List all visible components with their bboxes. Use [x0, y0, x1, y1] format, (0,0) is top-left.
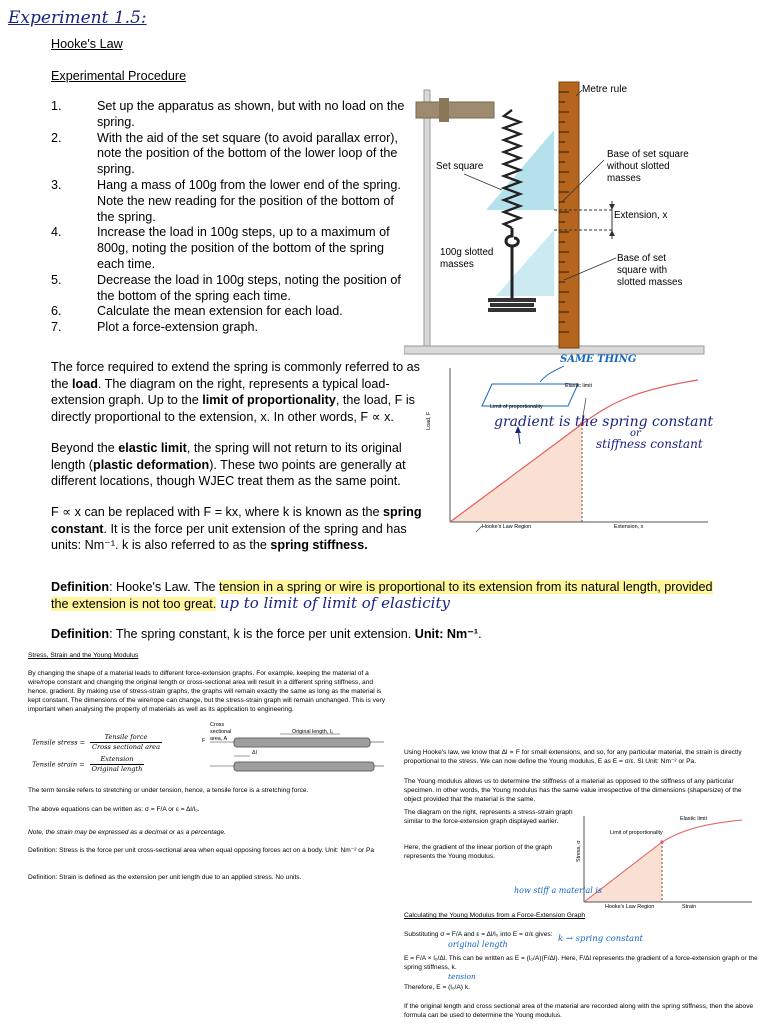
definition-hookes-law: Definition: Hooke's Law. The tension in a spring or wire is proportional to its extension from its natural length, provided the extension is not too great. up to limit of limit of elasticity: [51, 580, 713, 612]
apparatus-diagram: [404, 80, 716, 360]
strain-note: Note, the strain may be expressed as a decimal or as a percentage.: [28, 829, 226, 836]
rod-force-label: F: [202, 738, 206, 744]
label-base-with: Base of set square with slotted masses: [617, 253, 683, 288]
procedure-heading: Experimental Procedure: [51, 69, 187, 83]
annotation-how-stiff: how stiff a material is: [514, 886, 602, 895]
graph1-xlabel: Extension, x: [614, 524, 644, 530]
procedure-list: [51, 99, 406, 336]
rod-area-label: Cross sectional area, A: [210, 722, 232, 742]
stress-equation: Tensile stress = Tensile force Cross sectional area: [32, 733, 161, 751]
label-slotted-masses: 100g slotted masses: [440, 247, 494, 270]
calc-heading: Calculating the Young Modulus from a Force-Extension Graph: [404, 912, 586, 919]
above-equations: The above equations can be written as: σ = F/A or ε = Δl/l₀.: [28, 806, 200, 813]
graph2-elastic-limit: Elastic limit: [680, 816, 707, 822]
graph2-region: Hooke's Law Region: [605, 904, 655, 910]
stress-strain-description: The diagram on the right, represents a stress-strain graph similar to the force-extension graph displayed earlier.: [404, 809, 573, 825]
highlighted-definition: tension in a spring or wire is proportional to its extension from its natural length, provided the extension is not too great.: [51, 580, 713, 611]
annotation-spring-constant: k → spring constant: [558, 934, 643, 944]
load-paragraph: The force required to extend the spring is commonly referred to as the load. The diagram on the right, represents a typical load-extension graph. Up to the limit of proportionality, the load, F is directly proportional to the extension, x. In other words, F ∝ x.: [51, 360, 420, 424]
definition-stress: Definition: Stress is the force per unit cross-sectional area when equal opposing forces act on a body. Unit: Nm⁻² or Pa: [28, 847, 375, 854]
young-modulus-stiffness: The Young modulus allows us to determine the stiffness of a material as opposed to the stiffness of any particular specimen. In other words, the Young modulus has the same value irrespective of the dimensions (shape/size) of the object provided that the material is the same.: [404, 778, 742, 803]
graph1-ylabel: Load, F: [426, 411, 432, 430]
annotation-tension: tension: [448, 972, 476, 981]
strain-equation: Tensile strain = Extension Original length: [32, 755, 143, 773]
substitution-line: Substituting σ = F/A and ε = Δl/l₀ into E = σ/ε gives:: [404, 931, 553, 938]
definition-strain: Definition: Strain is defined as the extension per unit length due to an applied stress. No units.: [28, 874, 302, 881]
ssym-intro: By changing the shape of a material leads to different force-extension graphs. For example, keeping the material of a wire/rope constant and changing the original length or cross-sectional area will result in a different spring stiffness, and hence, gradient. By making use of stress-strain graphs, the graphs will remain exactly the same as long as the material is kept constant. The dimensions of the wire/rope can change, but the stress-strain graph will remain unchanged. This is very important when analysing the property of materials as well as its application to engineering.: [28, 670, 386, 713]
graph2-limit-prop: Limit of proportionality: [610, 830, 663, 836]
definition-spring-constant: Definition: The spring constant, k is the force per unit extension. Unit: Nm⁻¹.: [51, 627, 482, 641]
annotation-same-thing: SAME THING: [560, 354, 637, 365]
young-modulus-intro: Using Hooke's law, we know that Δl ∝ F for small extensions, and so, for any particular material, the strain is directly proportional to the stress. We can now define the Young modulus, E as E = σ/ε. SI Unit: Nm⁻² or Pa.: [404, 749, 742, 765]
step: 7. Plot a force-extension graph.: [51, 320, 259, 335]
step: 5. Decrease the load in 100g steps, noting the position of the bottom of the spring each time.: [51, 272, 401, 303]
annotation-gradient: gradient is the spring constant: [494, 414, 714, 430]
final-note: If the original length and cross sectional area of the material are recorded along with the spring stiffness, then the above formula can be used to determine the Young modulus.: [404, 1003, 754, 1019]
annotation-elasticity: up to limit of limit of elasticity: [219, 594, 450, 612]
spring-constant-paragraph: F ∝ x can be replaced with F = kx, where k is known as the spring constant. It is the force per unit extension of the spring and has units: Nm⁻¹. k is also referred to as the spring stiffness.: [51, 505, 422, 552]
annotation-stiffness: stiffness constant: [596, 437, 703, 451]
rod-dl-label: Δl: [252, 750, 257, 756]
graph1-limit-prop: Limit of proportionality: [490, 404, 543, 410]
ssym-heading: Stress, Strain and the Young Modulus: [28, 652, 139, 659]
young-modulus-expression: E = F/A × l₀/Δl. This can be written as E = (l₀/A)(F/Δl). Here, F/Δl represents the gradient of a force-extension graph or the spring stiffness, k.: [404, 955, 758, 971]
step: 6. Calculate the mean extension for each load.: [51, 304, 343, 319]
tensile-note: The term tensile refers to stretching or under tension, hence, a tensile force is a stretching force.: [28, 787, 309, 794]
step: 1. Set up the apparatus as shown, but with no load on the spring.: [51, 99, 405, 129]
gradient-description: Here, the gradient of the linear portion of the graph represents the Young modulus.: [404, 844, 553, 860]
step: 4. Increase the load in 100g steps, up to a maximum of 800g, noting the position of the bottom of the spring each time.: [51, 225, 390, 271]
graph2-ylabel: Stress, σ: [576, 840, 582, 862]
rod-length-label: Original length, l₀: [292, 729, 334, 735]
graph1-elastic-limit: Elastic limit: [565, 383, 592, 389]
label-base-without: Base of set square without slotted masses: [607, 149, 689, 184]
label-extension: Extension, x: [614, 210, 668, 221]
step: 3. Hang a mass of 100g from the lower end of the spring. Note the new reading for the position of the bottom of the spring.: [51, 177, 401, 224]
young-modulus-result: Therefore, E = (l₀/A) k.: [404, 984, 470, 991]
elastic-limit-paragraph: Beyond the elastic limit, the spring will not return to its original length (plastic deformation). These two points are generally at different locations, though WJEC treat them as the same point.: [51, 441, 406, 488]
experiment-title: Experiment 1.5:: [8, 8, 147, 28]
page-title: Hooke's Law: [51, 37, 123, 51]
stress-strain-graph: [572, 812, 758, 912]
label-metre-rule: Metre rule: [582, 84, 628, 95]
annotation-original-length: original length: [448, 940, 508, 949]
graph1-region: Hooke's Law Region: [482, 524, 532, 530]
label-set-square: Set square: [436, 161, 484, 172]
graph2-xlabel: Strain: [682, 904, 697, 910]
step: 2. With the aid of the set square (to avoid parallax error), note the position of the bottom of the lower loop of the spring.: [51, 130, 398, 177]
annotation-or: or: [630, 428, 641, 439]
